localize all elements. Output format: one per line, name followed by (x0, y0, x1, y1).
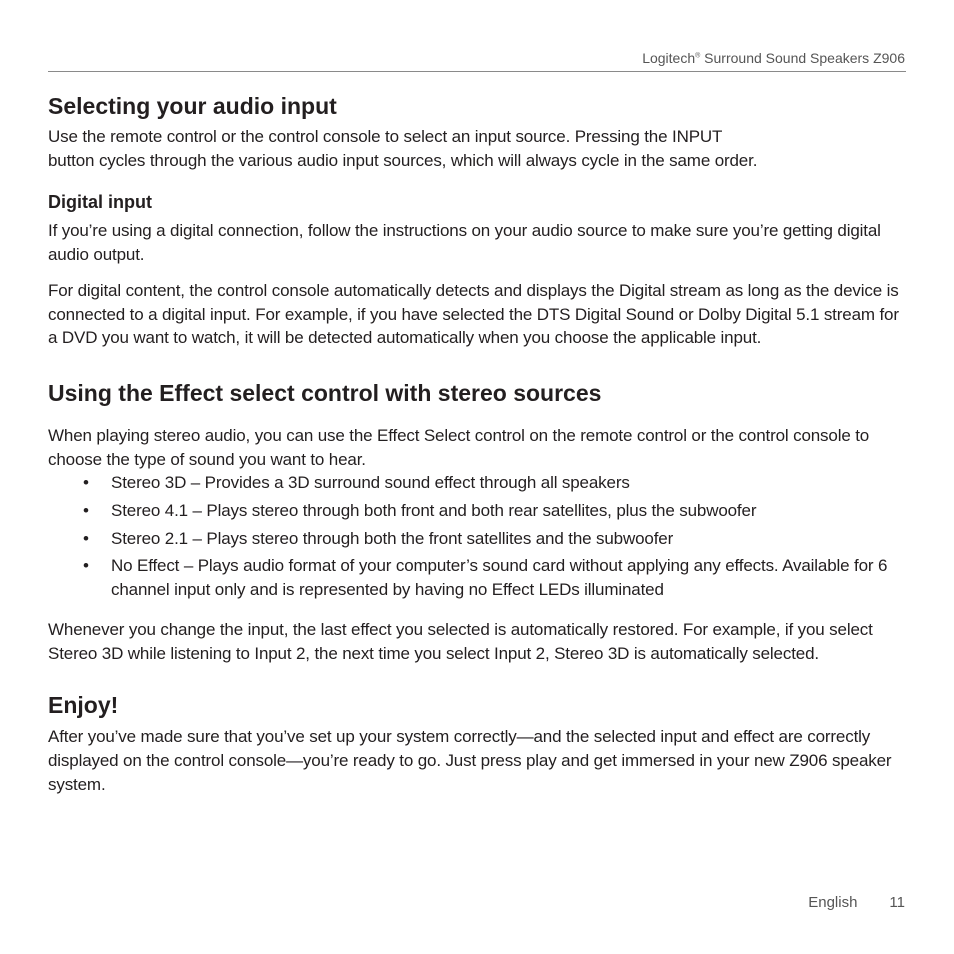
list-item-stereo-4-1 (48, 499, 910, 523)
digital-input-paragraph-1: If you’re using a digital connection, follow the instructions on your audio source to make sure you’re getting digital audio output. (48, 221, 881, 265)
list-item-text: Stereo 3D – Provides a 3D surround sound effect through all speakers (111, 473, 630, 493)
section-heading-enjoy: Enjoy! (48, 692, 119, 719)
list-item-no-effect (48, 554, 910, 601)
list-item-text: Stereo 4.1 – Plays stereo through both front and both rear satellites, plus the subwoofer (111, 501, 757, 521)
section-heading-audio-input: Selecting your audio input (48, 93, 337, 119)
subheading-digital-input: Digital input (48, 192, 152, 213)
effect-select-intro: When playing stereo audio, you can use the Effect Select control on the remote control or the control console to choose the type of sound you want to hear. (48, 425, 870, 469)
digital-input-paragraph-2: For digital content, the control console automatically detects and displays the Digital stream as long as the device is connected to a digital input. For example, if you have selected the DTS Digital Sound or Dolby Digital 5.1 stream for a DVD you want to watch, it will be detected automatically when you choose the applicable input. (48, 280, 899, 348)
effect-options-list (48, 471, 910, 602)
running-header (642, 50, 905, 66)
registered-mark: ® (695, 52, 701, 60)
page-number: 11 (889, 894, 905, 911)
section-heading-effect-select: Using the Effect select control with stereo sources (48, 379, 602, 406)
audio-input-intro (48, 125, 910, 172)
enjoy-paragraph: After you’ve made sure that you’ve set up your system correctly—and the selected input and effect are correctly displayed on the control console—you’re ready to go. Just press play and get immersed in your new Z906 speaker system. (48, 727, 892, 794)
page-footer (808, 894, 905, 911)
header-product: Surround Sound Speakers Z906 (700, 50, 905, 66)
bullet-glyph: • (83, 556, 89, 576)
list-item-text: Stereo 2.1 – Plays stereo through both the front satellites and the subwoofer (111, 528, 674, 548)
audio-input-intro-line-2: button cycles through the various audio input sources, which will always cycle in the same order. (48, 150, 758, 170)
bullet-glyph: • (83, 473, 89, 493)
list-item-stereo-3d (48, 471, 910, 495)
list-item-text: No Effect – Plays audio format of your computer’s sound card without applying any effects. Available for 6 channel input only and is represented by having no Effect LEDs illuminated (111, 556, 888, 600)
header-brand: Logitech (642, 50, 696, 66)
bullet-glyph: • (83, 528, 89, 548)
footer-language: English (808, 894, 858, 911)
bullet-glyph: • (83, 501, 89, 521)
effect-select-outro: Whenever you change the input, the last effect you selected is automatically restored. For example, if you select Stereo 3D while listening to Input 2, the next time you select Input 2, Stereo 3D is automatically selected. (48, 619, 873, 663)
audio-input-intro-line-1: Use the remote control or the control console to select an input source. Pressing the INPUT (48, 127, 723, 146)
header-divider (48, 71, 906, 72)
list-item-stereo-2-1 (48, 527, 910, 551)
page-content (48, 90, 910, 796)
